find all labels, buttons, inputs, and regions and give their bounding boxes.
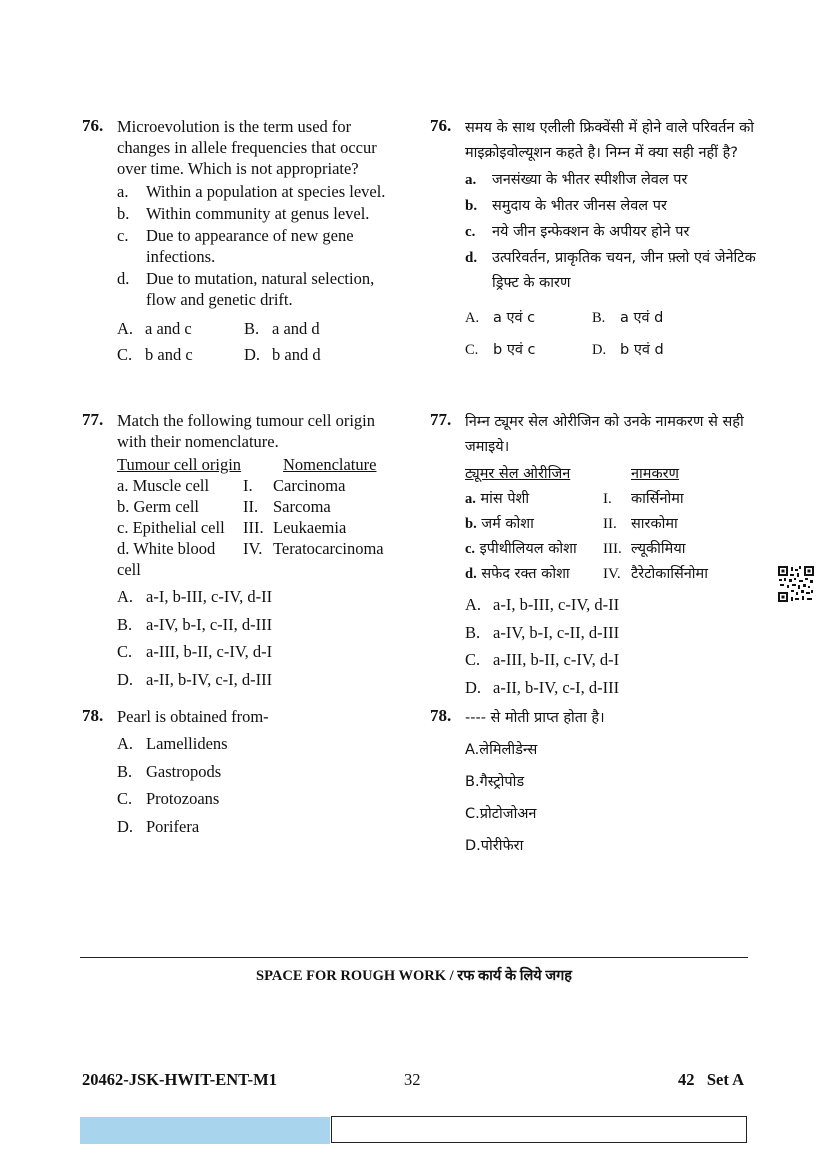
question-78-en	[82, 706, 402, 840]
answer-option-c[interactable]: C. a-III, b-II, c-IV, d-I	[465, 650, 620, 669]
answer-option-a[interactable]: A. a-I, b-III, c-IV, d-II	[117, 587, 273, 606]
match-row: c. Epithelial cell III. Leukaemia	[117, 518, 347, 537]
answer-row	[465, 302, 760, 334]
answer-option-b[interactable]: B. गैस्ट्रोपोड	[465, 774, 525, 790]
paper-code: 20462-JSK-HWIT-ENT-M1	[82, 1070, 277, 1089]
match-row: b. जर्म कोशा II. सारकोमा	[465, 516, 678, 532]
question-statement: Match the following tumour cell origin with their nomenclature.	[117, 411, 375, 451]
answer-option-c[interactable]: C. Protozoans	[117, 789, 220, 808]
match-row: a. मांस पेशी I. कार्सिनोमा	[465, 491, 684, 507]
statement-option: d. Due to mutation, natural selection, flow and genetic drift.	[117, 269, 375, 309]
question-76-hi	[430, 116, 760, 366]
rough-work-label: SPACE FOR ROUGH WORK / रफ कार्य के लिये जगह	[256, 968, 572, 984]
statement-option: c. Due to appearance of new gene infections.	[117, 226, 354, 266]
statement-option: a. जनसंख्या के भीतर स्पीशीज लेवल पर	[465, 172, 688, 188]
set-label: 42 Set A	[678, 1070, 744, 1089]
answer-option-b[interactable]: B. Gastropods	[117, 761, 222, 781]
statement-option: a. Within a population at species level.	[117, 182, 386, 201]
match-row: c. इपीथीलियल कोशा III. ल्यूकीमिया	[465, 541, 686, 557]
question-statement: निम्न ट्यूमर सेल ओरीजिन को उनके नामकरण से सही जमाइये।	[465, 414, 744, 455]
answer-option-c[interactable]: C. प्रोटोजोअन	[465, 806, 537, 822]
question-number: 77.	[430, 410, 452, 429]
question-statement: ---- से मोती प्राप्त होता है।	[465, 710, 605, 726]
answer-row	[117, 342, 402, 368]
match-row: a. Muscle cell I. Carcinoma	[117, 476, 346, 495]
question-76-en	[82, 116, 402, 368]
question-number: 78.	[82, 706, 104, 725]
answer-option-d[interactable]: D. पोरीफेरा	[465, 838, 524, 854]
question-77-en	[82, 410, 402, 693]
question-statement: Pearl is obtained from-	[117, 707, 269, 726]
answer-option-a[interactable]: A. Lamellidens	[117, 734, 228, 753]
answer-list	[117, 584, 402, 693]
answer-row	[465, 334, 760, 366]
answer-option-d[interactable]: D. b एवं d	[592, 342, 664, 358]
answer-option-a[interactable]: A. a and c	[117, 319, 192, 338]
match-table	[117, 454, 402, 580]
statement-option: b. समुदाय के भीतर जीनस लेवल पर	[465, 198, 667, 214]
answer-option-b[interactable]: B. a-IV, b-I, c-II, d-III	[465, 622, 620, 642]
match-table-header: ट्यूमर सेल ओरीजिन नामकरण	[465, 466, 680, 482]
footer-color-bar	[80, 1117, 330, 1144]
answer-option-b[interactable]: B. a एवं d	[592, 310, 664, 326]
answer-option-d[interactable]: D. a-II, b-IV, c-I, d-III	[465, 677, 620, 697]
statement-option: c. नये जीन इन्फेक्शन के अपीयर होने पर	[465, 224, 690, 240]
question-78-hi	[430, 706, 760, 862]
answer-list	[465, 592, 760, 701]
answer-option-d[interactable]: D. Porifera	[117, 816, 200, 836]
question-statement: Microevolution is the term used for changes in allele frequencies that occur over time. Which is not appropriate?	[117, 117, 377, 178]
answer-option-c[interactable]: C. b एवं c	[465, 342, 536, 358]
statement-option: d. उत्परिवर्तन, प्राकृतिक चयन, जीन फ़्लो एवं जेनेटिक ड्रिफ्ट के कारण	[465, 250, 756, 291]
answer-list	[117, 731, 402, 840]
match-row: d. सफेद रक्त कोशा IV. टैरेटोकार्सिनोमा	[465, 566, 708, 582]
match-table-header: Tumour cell origin Nomenclature	[117, 455, 377, 474]
qr-code-icon	[777, 565, 815, 603]
answer-option-a[interactable]: A. लेमिलीडेन्स	[465, 742, 538, 758]
answer-option-b[interactable]: B. a-IV, b-I, c-II, d-III	[117, 614, 273, 634]
answer-list	[465, 735, 760, 862]
answer-option-d[interactable]: D. a-II, b-IV, c-I, d-III	[117, 669, 273, 689]
question-statement: समय के साथ एलीली फ्रिक्वेंसी में होने वाले परिवर्तन को माइक्रोइवोल्यूशन कहते है। निम्न में क्या सही नहीं है?	[465, 120, 754, 161]
match-row: b. Germ cell II. Sarcoma	[117, 497, 331, 516]
answer-option-b[interactable]: B. a and d	[244, 319, 320, 338]
question-number: 77.	[82, 410, 104, 429]
question-77-hi	[430, 410, 760, 701]
answer-option-a[interactable]: A. a एवं c	[465, 310, 536, 326]
answer-option-a[interactable]: A. a-I, b-III, c-IV, d-II	[465, 595, 620, 614]
question-number: 76.	[430, 116, 452, 135]
answer-option-d[interactable]: D. b and d	[244, 345, 321, 364]
footer-blank-box	[331, 1116, 747, 1143]
question-number: 78.	[430, 706, 452, 725]
statement-option: b. Within community at genus level.	[117, 204, 370, 223]
question-number: 76.	[82, 116, 104, 135]
rough-work-divider	[80, 957, 748, 958]
answer-row	[117, 316, 402, 342]
answer-option-c[interactable]: C. a-III, b-II, c-IV, d-I	[117, 642, 273, 661]
page-number: 32	[404, 1070, 421, 1089]
match-table	[465, 462, 760, 587]
answer-option-c[interactable]: C. b and c	[117, 345, 193, 364]
match-row: d. White blood cell IV. Teratocarcinoma	[117, 539, 384, 579]
